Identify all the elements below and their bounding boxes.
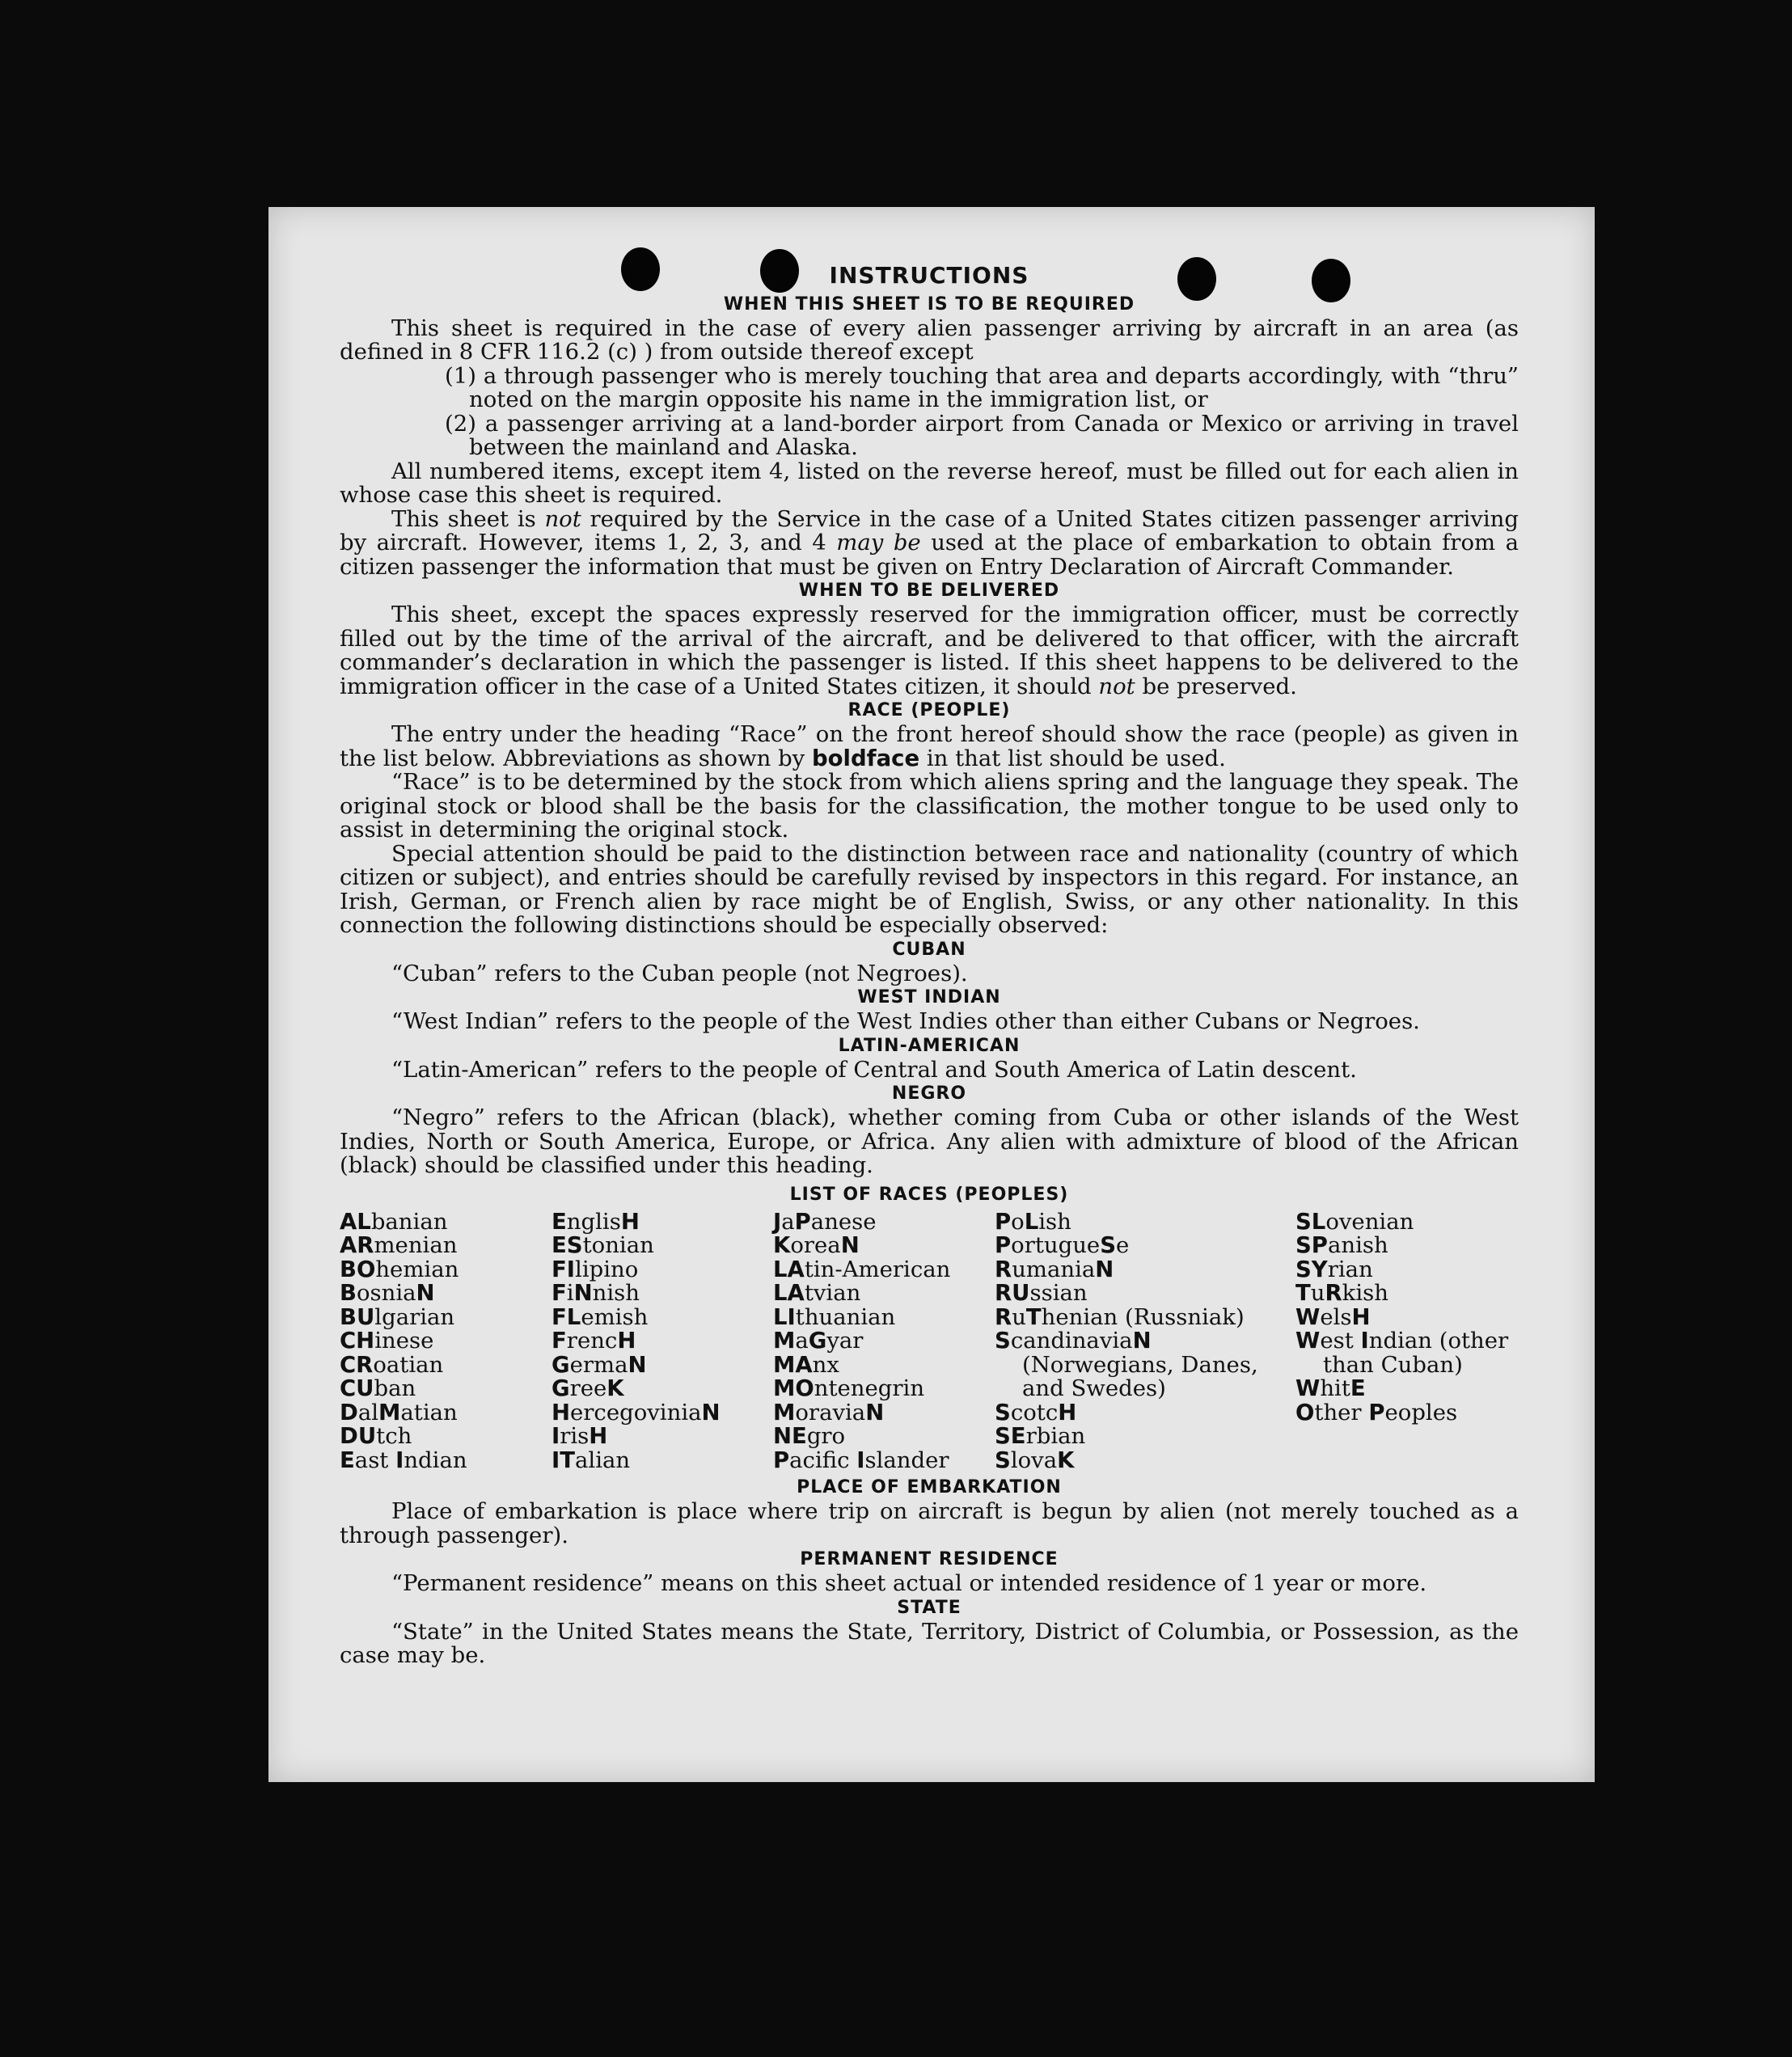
paragraph: “Race” is to be determined by the stock from which aliens spring and the language they speak. The original stock or blood shall be the basis for the classification, the mother tongue to be used only to assist in determining the original stock. bbox=[340, 769, 1519, 843]
race-abbrev: L bbox=[1024, 1208, 1039, 1235]
race-abbrev: R bbox=[995, 1303, 1012, 1330]
section-heading-when-required: WHEN THIS SHEET IS TO BE REQUIRED bbox=[723, 294, 1135, 315]
race-entry bbox=[1295, 1401, 1519, 1426]
race-abbrev: S bbox=[995, 1399, 1011, 1426]
race-entry bbox=[995, 1401, 1295, 1426]
race-text: u bbox=[1310, 1280, 1325, 1306]
race-text: a bbox=[781, 1208, 795, 1235]
race-abbrev: CH bbox=[340, 1328, 375, 1354]
race-text: tvian bbox=[804, 1280, 861, 1306]
race-abbrev: RU bbox=[995, 1280, 1030, 1306]
race-abbrev: M bbox=[773, 1399, 796, 1426]
race-entry bbox=[340, 1351, 552, 1378]
race-text: menian bbox=[374, 1232, 458, 1258]
races-list bbox=[340, 1210, 1519, 1473]
race-entry bbox=[340, 1401, 552, 1426]
paragraph: “West Indian” refers to the people of the West Indies other than either Cubans or Negroes. bbox=[391, 1008, 1420, 1034]
race-entry bbox=[995, 1449, 1295, 1473]
race-entry bbox=[995, 1234, 1295, 1258]
race-text: atian bbox=[400, 1399, 458, 1426]
race-text: oatian bbox=[373, 1351, 444, 1378]
race-text: tch bbox=[376, 1423, 412, 1449]
text-run: required by the Service in the case of a United States citizen passenger arriving by aircraft. However, items 1, 2, 3, and 4 bbox=[340, 505, 1519, 555]
race-entry bbox=[995, 1258, 1295, 1282]
race-text: orea bbox=[790, 1232, 841, 1258]
race-abbrev: N bbox=[1132, 1328, 1152, 1354]
race-entry bbox=[773, 1425, 995, 1449]
race-text: acific bbox=[789, 1447, 857, 1473]
race-entry bbox=[773, 1282, 995, 1306]
race-abbrev: CR bbox=[340, 1351, 374, 1378]
race-abbrev: BU bbox=[340, 1303, 375, 1330]
race-text: ortugue bbox=[1011, 1232, 1101, 1258]
race-abbrev: CU bbox=[340, 1375, 374, 1401]
race-text: u bbox=[1012, 1303, 1026, 1330]
race-abbrev: AL bbox=[340, 1208, 371, 1235]
race-entry bbox=[995, 1425, 1295, 1449]
race-entry bbox=[1295, 1234, 1519, 1258]
race-text: rbian bbox=[1025, 1423, 1086, 1449]
race-entry bbox=[552, 1282, 773, 1306]
race-abbrev: MO bbox=[773, 1375, 814, 1401]
race-text: ris bbox=[560, 1423, 590, 1449]
text-run: in that list should be used. bbox=[919, 745, 1226, 771]
race-text: ssian bbox=[1029, 1280, 1088, 1306]
race-abbrev: AR bbox=[340, 1232, 374, 1258]
race-text: tonian bbox=[582, 1232, 654, 1258]
text-run: be preserved. bbox=[1135, 673, 1297, 699]
section-heading-west-indian: WEST INDIAN bbox=[857, 987, 1001, 1007]
race-entry bbox=[552, 1425, 773, 1449]
race-entry bbox=[995, 1303, 1295, 1330]
race-abbrev: S bbox=[995, 1328, 1011, 1354]
race-entry bbox=[773, 1210, 995, 1235]
race-entry bbox=[340, 1282, 552, 1306]
race-abbrev: O bbox=[1295, 1399, 1315, 1426]
race-text: osnia bbox=[356, 1280, 416, 1306]
bold-text: boldface bbox=[811, 745, 920, 771]
race-abbrev: H bbox=[1351, 1303, 1371, 1330]
section-heading-state: STATE bbox=[897, 1597, 962, 1618]
race-text: renc bbox=[566, 1328, 618, 1354]
race-abbrev: N bbox=[416, 1280, 435, 1306]
race-entry bbox=[773, 1449, 995, 1473]
race-abbrev: NE bbox=[773, 1423, 807, 1449]
race-entry bbox=[340, 1329, 552, 1354]
paragraph: “Cuban” refers to the Cuban people (not Negroes). bbox=[391, 960, 968, 986]
race-text: ovenian bbox=[1325, 1208, 1414, 1235]
race-text: thuanian bbox=[795, 1303, 896, 1330]
race-abbrev: DU bbox=[340, 1423, 377, 1449]
emphasis-text: may be bbox=[836, 530, 921, 555]
race-text: nglis bbox=[566, 1208, 621, 1235]
race-entry bbox=[1295, 1303, 1519, 1330]
race-text: oravia bbox=[795, 1399, 866, 1426]
race-text: i bbox=[566, 1280, 574, 1306]
race-entry bbox=[1295, 1210, 1519, 1235]
race-abbrev: W bbox=[1295, 1303, 1321, 1330]
paragraph bbox=[340, 603, 1519, 699]
races-column bbox=[773, 1210, 995, 1473]
race-abbrev: W bbox=[1295, 1375, 1321, 1401]
race-entry bbox=[340, 1425, 552, 1449]
race-abbrev: K bbox=[773, 1232, 791, 1258]
race-text: lgarian bbox=[374, 1303, 455, 1330]
race-entry bbox=[773, 1329, 995, 1354]
race-abbrev: N bbox=[573, 1280, 593, 1306]
race-entry bbox=[340, 1234, 552, 1258]
race-text: al bbox=[357, 1399, 379, 1426]
race-abbrev: N bbox=[865, 1399, 885, 1426]
races-column bbox=[552, 1210, 773, 1473]
race-abbrev: S bbox=[995, 1447, 1011, 1473]
text-run: used at the place of embarkation to obtain from a citizen passenger the information that must be given on Entry Declaration of Aircraft Commander. bbox=[340, 530, 1519, 580]
race-text: eoples bbox=[1384, 1399, 1458, 1426]
race-abbrev: P bbox=[773, 1447, 790, 1473]
race-entry bbox=[773, 1303, 995, 1330]
paragraph: “State” in the United States means the State, Territory, District of Columbia, or Possession, as the case may be. bbox=[340, 1618, 1519, 1668]
race-text: kish bbox=[1342, 1280, 1388, 1306]
race-text: anese bbox=[810, 1208, 877, 1235]
race-entry bbox=[995, 1282, 1295, 1306]
section-heading-cuban: CUBAN bbox=[892, 939, 966, 960]
race-entry bbox=[995, 1210, 1295, 1235]
race-text: slander bbox=[864, 1447, 949, 1473]
race-text: a bbox=[795, 1328, 809, 1354]
race-text: emish bbox=[581, 1303, 649, 1330]
race-abbrev: E bbox=[552, 1208, 567, 1235]
race-text: yar bbox=[826, 1328, 864, 1354]
race-text: ish bbox=[1038, 1208, 1071, 1235]
race-text: gro bbox=[806, 1423, 846, 1449]
paragraph bbox=[340, 505, 1519, 580]
race-text: ndian (other than Cuban) bbox=[1323, 1328, 1509, 1378]
race-entry bbox=[340, 1377, 552, 1401]
race-abbrev: I bbox=[395, 1447, 404, 1473]
race-abbrev: H bbox=[552, 1399, 571, 1426]
document-body bbox=[340, 264, 1519, 1668]
list-item: (2) a passenger arriving at a land-border airport from Canada or Mexico or arriving in travel between the mainland and Alaska. bbox=[445, 410, 1519, 460]
race-text: ree bbox=[569, 1375, 607, 1401]
race-abbrev: IT bbox=[552, 1447, 575, 1473]
race-text: ther bbox=[1314, 1399, 1369, 1426]
emphasis-text: not bbox=[544, 505, 581, 532]
race-abbrev: N bbox=[1095, 1256, 1114, 1282]
race-abbrev: BO bbox=[340, 1256, 376, 1282]
race-abbrev: M bbox=[773, 1328, 796, 1354]
race-text: ercegovinia bbox=[570, 1399, 702, 1426]
race-abbrev: G bbox=[808, 1328, 827, 1354]
document-page bbox=[268, 207, 1595, 1782]
race-abbrev: W bbox=[1295, 1328, 1321, 1354]
section-heading-latin-american: LATIN-AMERICAN bbox=[838, 1035, 1021, 1056]
race-abbrev: H bbox=[1058, 1399, 1077, 1426]
race-abbrev: K bbox=[1057, 1447, 1075, 1473]
race-abbrev: FL bbox=[552, 1303, 581, 1330]
race-entry bbox=[340, 1449, 552, 1473]
section-heading-permanent-residence: PERMANENT RESIDENCE bbox=[800, 1549, 1059, 1569]
race-entry bbox=[773, 1401, 995, 1426]
race-abbrev: MA bbox=[773, 1351, 813, 1378]
race-entry bbox=[552, 1401, 773, 1426]
race-abbrev: P bbox=[794, 1208, 811, 1235]
race-abbrev: H bbox=[589, 1423, 608, 1449]
races-column bbox=[340, 1210, 552, 1473]
race-text: tin-American bbox=[804, 1256, 951, 1282]
race-entry bbox=[773, 1351, 995, 1378]
race-entry bbox=[552, 1351, 773, 1378]
race-text: alian bbox=[575, 1447, 631, 1473]
race-text: e bbox=[1116, 1232, 1130, 1258]
race-entry bbox=[340, 1303, 552, 1330]
race-abbrev: M bbox=[378, 1399, 401, 1426]
race-text: anish bbox=[1327, 1232, 1388, 1258]
race-entry bbox=[552, 1303, 773, 1330]
race-abbrev: P bbox=[995, 1232, 1012, 1258]
text-run: The entry under the heading “Race” on the front hereof should show the race (people) as given in the list below. Abbreviations as shown by bbox=[340, 721, 1519, 771]
race-entry bbox=[552, 1377, 773, 1401]
race-abbrev: P bbox=[995, 1208, 1012, 1235]
section-heading-negro: NEGRO bbox=[891, 1083, 967, 1104]
race-abbrev: I bbox=[552, 1423, 560, 1449]
race-entry bbox=[1295, 1258, 1519, 1282]
race-abbrev: H bbox=[617, 1328, 636, 1354]
emphasis-text: not bbox=[1098, 673, 1135, 699]
race-abbrev: SP bbox=[1295, 1232, 1328, 1258]
race-entry bbox=[552, 1329, 773, 1354]
races-column bbox=[1295, 1210, 1519, 1473]
document-title: INSTRUCTIONS bbox=[829, 262, 1029, 289]
paragraph: This sheet is required in the case of every alien passenger arriving by aircraft in an area (as defined in 8 CFR 116.2 (c) ) from outside thereof except bbox=[340, 315, 1519, 365]
race-text: o bbox=[1011, 1208, 1025, 1235]
race-text: lova bbox=[1010, 1447, 1058, 1473]
race-abbrev: SY bbox=[1295, 1256, 1328, 1282]
section-heading-when-delivered: WHEN TO BE DELIVERED bbox=[798, 581, 1060, 601]
race-text: ban bbox=[374, 1375, 416, 1401]
race-text: banian bbox=[370, 1208, 448, 1235]
section-heading-place-of-embarkation: PLACE OF EMBARKATION bbox=[797, 1477, 1062, 1497]
paragraph: “Negro” refers to the African (black), whether coming from Cuba or other islands of the West Indies, North or South America, Europe, or Africa. Any alien with admixture of blood of the African (black) should be classified under this heading. bbox=[340, 1105, 1519, 1178]
race-entry bbox=[552, 1234, 773, 1258]
race-text: erma bbox=[569, 1351, 628, 1378]
race-abbrev: B bbox=[340, 1280, 357, 1306]
race-entry bbox=[773, 1234, 995, 1258]
race-entry bbox=[552, 1258, 773, 1282]
race-text: (Norwegians, Danes, and Swedes) bbox=[1022, 1351, 1258, 1401]
race-entry bbox=[773, 1258, 995, 1282]
race-abbrev: R bbox=[995, 1256, 1012, 1282]
race-text: est bbox=[1320, 1328, 1361, 1354]
race-text: rian bbox=[1327, 1256, 1373, 1282]
paragraph: All numbered items, except item 4, listed on the reverse hereof, must be filled out for each alien in whose case this sheet is required. bbox=[340, 458, 1519, 508]
race-text: ast bbox=[354, 1447, 396, 1473]
race-text: cotc bbox=[1010, 1399, 1059, 1426]
race-text: candinavia bbox=[1010, 1328, 1133, 1354]
race-abbrev: I bbox=[856, 1447, 865, 1473]
race-abbrev: G bbox=[552, 1351, 570, 1378]
race-abbrev: N bbox=[628, 1351, 647, 1378]
race-abbrev: F bbox=[552, 1280, 567, 1306]
paragraph: Place of embarkation is place where trip on aircraft is begun by alien (not merely touched as a through passenger). bbox=[340, 1498, 1519, 1548]
race-entry bbox=[552, 1210, 773, 1235]
race-text: inese bbox=[374, 1328, 434, 1354]
race-abbrev: LA bbox=[773, 1256, 805, 1282]
race-text: umania bbox=[1012, 1256, 1096, 1282]
section-heading-race: RACE (PEOPLE) bbox=[847, 700, 1011, 720]
paragraph bbox=[340, 723, 1519, 771]
race-text: nish bbox=[592, 1280, 640, 1306]
race-text: ntenegrin bbox=[814, 1375, 925, 1401]
race-abbrev: E bbox=[1350, 1375, 1366, 1401]
race-abbrev: LA bbox=[773, 1280, 805, 1306]
race-entry bbox=[552, 1449, 773, 1473]
race-abbrev: N bbox=[701, 1399, 721, 1426]
race-abbrev: SE bbox=[995, 1423, 1026, 1449]
race-abbrev: T bbox=[1295, 1280, 1311, 1306]
race-abbrev: K bbox=[606, 1375, 624, 1401]
race-abbrev: D bbox=[340, 1399, 358, 1426]
race-abbrev: F bbox=[552, 1328, 567, 1354]
race-abbrev: SL bbox=[1295, 1208, 1326, 1235]
race-entry bbox=[995, 1329, 1295, 1401]
race-text: lipino bbox=[575, 1256, 639, 1282]
text-run: This sheet is bbox=[391, 505, 545, 532]
race-abbrev: T bbox=[1025, 1303, 1042, 1330]
races-column bbox=[995, 1210, 1295, 1473]
paragraph: Special attention should be paid to the distinction between race and nationality (country of which citizen or subject), and entries should be carefully revised by inspectors in this regard. For instance, an Irish, German, or French alien by race might be of English, Swiss, or any other nationality. In this connection the following distinctions should be especially observed: bbox=[340, 840, 1519, 938]
race-abbrev: LI bbox=[773, 1303, 796, 1330]
race-abbrev: ES bbox=[552, 1232, 583, 1258]
race-entry bbox=[773, 1377, 995, 1401]
race-abbrev: FI bbox=[552, 1256, 576, 1282]
race-abbrev: H bbox=[620, 1208, 640, 1235]
race-text: nx bbox=[812, 1351, 839, 1378]
race-entry bbox=[1295, 1329, 1519, 1377]
race-abbrev: N bbox=[840, 1232, 860, 1258]
race-abbrev: P bbox=[1368, 1399, 1385, 1426]
race-entry bbox=[340, 1210, 552, 1235]
race-entry bbox=[1295, 1377, 1519, 1401]
paragraph: “Permanent residence” means on this sheet actual or intended residence of 1 year or more. bbox=[391, 1570, 1427, 1596]
race-text: hit bbox=[1320, 1375, 1350, 1401]
race-abbrev: G bbox=[552, 1375, 570, 1401]
race-abbrev: S bbox=[1100, 1232, 1117, 1258]
race-abbrev: E bbox=[340, 1447, 355, 1473]
race-text: hemian bbox=[375, 1256, 459, 1282]
list-item: (1) a through passenger who is merely touching that area and departs accordingly, with “thru” noted on the margin opposite his name in the immigration list, or bbox=[445, 362, 1519, 412]
text-run: This sheet, except the spaces expressly reserved for the immigration officer, must be correctly filled out by the time of the arrival of the aircraft, and be delivered to that officer, with the aircraft commander’s declaration in which the passenger is listed. If this sheet happens to be delivered to the immigration officer in the case of a United States citizen, it should bbox=[340, 602, 1519, 699]
paragraph: “Latin-American” refers to the people of Central and South America of Latin descent. bbox=[391, 1056, 1357, 1083]
race-text: ndian bbox=[404, 1447, 467, 1473]
section-heading-list-of-races: LIST OF RACES (PEOPLES) bbox=[789, 1184, 1069, 1205]
race-text: henian (Russniak) bbox=[1041, 1303, 1245, 1330]
race-abbrev: I bbox=[1360, 1328, 1369, 1354]
race-entry bbox=[1295, 1282, 1519, 1306]
race-text: els bbox=[1320, 1303, 1352, 1330]
race-abbrev: R bbox=[1325, 1280, 1342, 1306]
race-abbrev: J bbox=[773, 1208, 782, 1235]
race-entry bbox=[340, 1258, 552, 1282]
